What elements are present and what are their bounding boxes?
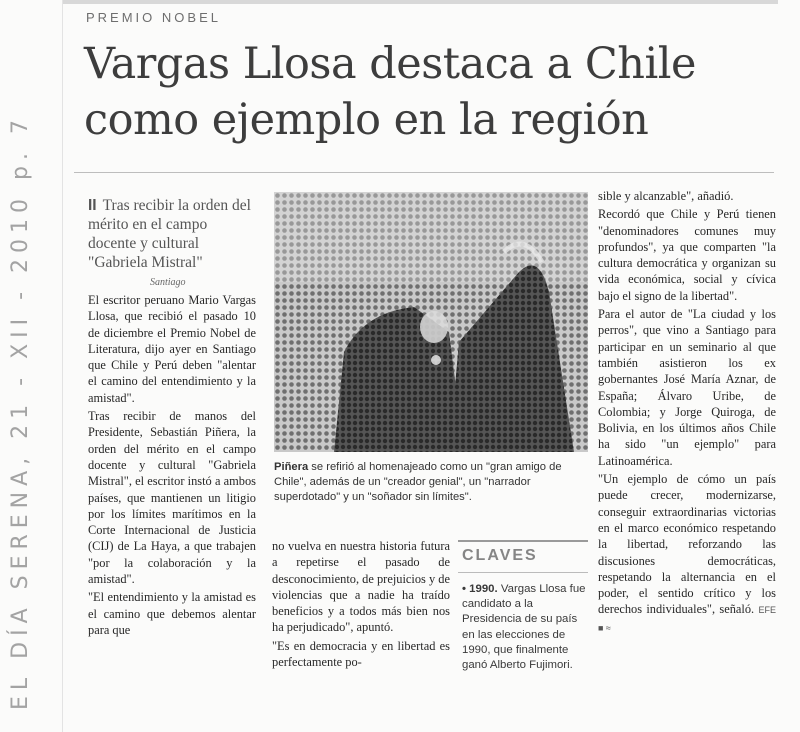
dateline: Santiago (150, 277, 186, 288)
claves-year: 1990. (469, 583, 498, 595)
section-kicker: PREMIO NOBEL (86, 10, 221, 25)
paragraph: Tras recibir de manos del Presidente, Sebastián Piñera, la orden del mérito en el campo docente y cultural "Gabriela Mistral", el escritor instó a ambos países, que mantienen un litigio por los límites marítimos en la Corte Internacional de Justicia (CIJ) de La Haya, a que trabajen "por la colaboración y la amistad". (88, 409, 256, 587)
article-dek (88, 196, 258, 272)
handwritten-note: EL DÍA SERENA, 21 - XII - 2010 p. 7 (8, 114, 33, 710)
photo-halftone (274, 192, 588, 452)
claves-box (458, 540, 588, 573)
column-2 (272, 538, 450, 672)
paragraph: "El entendimiento y la amistad es el camino que debemos alentar para que (88, 590, 256, 637)
signoff: EFE ■ ≈ (598, 605, 776, 633)
headline-line-1: Vargas Llosa destaca a Chile (84, 39, 696, 89)
dek-text: Tras recibir la orden del mérito en el campo docente y cultural "Gabriela Mistral" (88, 197, 251, 271)
column-3 (598, 188, 776, 638)
claves-text: Vargas Llosa fue candidato a la Presidencia de su país en las elecciones de 1990, que finalmente ganó Alberto Fujimori. (462, 583, 586, 672)
paragraph: sible y alcanzable", añadió. (598, 189, 734, 203)
top-border (62, 0, 778, 4)
bullet-icon: • (462, 583, 466, 595)
headline (84, 36, 784, 148)
paragraph: El escritor peruano Mario Vargas Llosa, que recibió el pasado 10 de diciembre el Premio Nobel de Literatura, dijo ayer en Santiago que Chile y Perú deben "alentar el camino del entendimiento y la amistad". (88, 293, 256, 405)
left-margin-line (62, 0, 63, 732)
headline-divider (74, 172, 774, 173)
claves-label: CLAVES (462, 547, 538, 564)
paragraph: Para el autor de "La ciudad y los perros", que vino a Santiago para participar en un seminario al que también asistieron los ex gobernantes José María Aznar, de España; Álvaro Uribe, de Colombia; y Jorge Quiroga, de Bolivia, en los últimos años Chile ha sido "un ejemplo" para Latinoamérica. (598, 307, 776, 468)
paragraph: no vuelva en nuestra historia futura a repetirse el pasado de desconocimiento, de prejuicios y de violencias que a nadie ha traído beneficios y a todos más bien nos ha perjudicado", apuntó. (272, 539, 450, 635)
caption-text: se refirió al homenajeado como un "gran amigo de Chile", además de un "creador genial", un "narrador superdotado" y un "soñador sin límites". (274, 461, 562, 503)
article-photo (274, 192, 588, 452)
paragraph: Recordó que Chile y Perú tienen "denominadores comunes muy profundos", ya que comparten "la cultura democrática y organizan su vida económica, social y cívica bajo el signo de la libertad". (598, 207, 776, 303)
photo-caption (274, 460, 590, 505)
caption-lead: Piñera (274, 461, 309, 473)
paragraph-text: "Un ejemplo de cómo un país puede crecer, modernizarse, conseguir extraordinarias victorias en el marco económico respetando la libertad, reforzando las discusiones democráticas, respetando la alternancia en el poder, el sentido crítico y los derechos individuales", señaló. (598, 472, 776, 617)
headline-line-2: como ejemplo en la región (84, 95, 649, 145)
paragraph (598, 471, 776, 636)
column-1 (88, 292, 256, 640)
dek-marker: II (88, 197, 97, 214)
paragraph: "Es en democracia y en libertad es perfectamente po- (272, 638, 450, 670)
claves-item (462, 582, 588, 673)
